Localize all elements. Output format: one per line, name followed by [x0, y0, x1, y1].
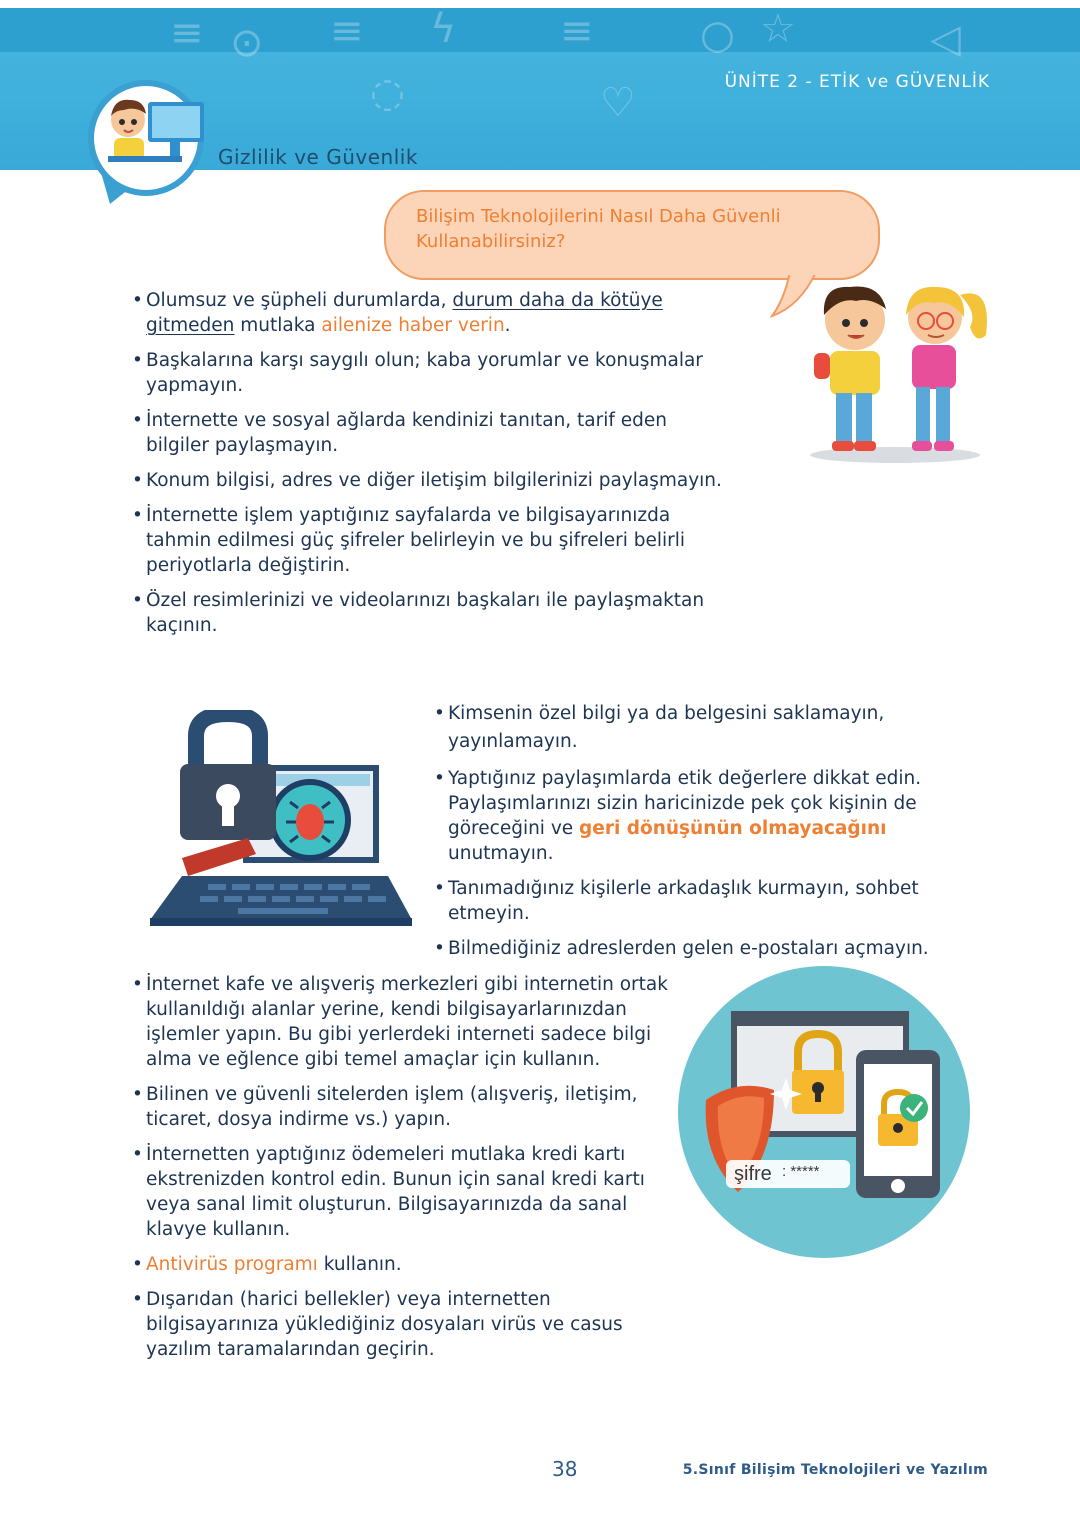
decor-heart-icon: ♡: [600, 80, 636, 126]
question-line-1: Bilişim Teknolojilerini Nasıl Daha Güvenli: [416, 206, 781, 227]
tip-text: Yaptığınız paylaşımlarda etik değerlere dikkat edin. Paylaşımlarınızı sizin haricinizde pek çok kişinin de göreceğini ve: [448, 768, 922, 839]
decor-circle-icon: ○: [700, 12, 735, 58]
page-number: 38: [552, 1457, 578, 1481]
list-item: • İnternette işlem yaptığınız sayfalarda ve bilgisayarınızda tahmin edilmesi güç şifreler belirleyin ve bu şifreleri belirli periyotlarla değiştirin.: [132, 503, 732, 578]
list-item: • Özel resimlerinizi ve videolarınızı başkaları ile paylaşmaktan kaçının.: [132, 588, 732, 638]
safety-tips-list-1: [132, 288, 732, 638]
question-text: [416, 204, 846, 254]
topic-title: Gizlilik ve Güvenlik: [218, 145, 418, 169]
tip-text: Olumsuz ve şüpheli durumlarda,: [146, 290, 453, 311]
decor-lines-icon: ≡: [170, 10, 204, 56]
list-item: • İnternetten yaptığınız ödemeleri mutlaka kredi kartı ekstrenizden kontrol edin. Bunun için sanal kredi kartı veya sanal limit oluşturun. Bilgisayarınızda da sanal klavye kullanın.: [132, 1142, 672, 1242]
list-item: • Dışarıdan (harici bellekler) veya internetten bilgisayarınıza yüklediğiniz dosyaları virüs ve casus yazılım taramalarından geçirin.: [132, 1287, 672, 1362]
question-bubble: [384, 190, 880, 280]
decor-lines-icon: ≡: [560, 8, 594, 54]
unit-title: ÜNİTE 2 - ETİK ve GÜVENLİK: [724, 72, 990, 92]
tip-highlight-text: geri dönüşünün olmayacağını: [579, 818, 887, 839]
list-item: • Bilmediğiniz adreslerden gelen e-postaları açmayın.: [434, 936, 994, 961]
question-line-2: Kullanabilirsiniz?: [416, 231, 566, 252]
tip-text: mutlaka: [234, 315, 322, 336]
decor-play-icon: ◁: [930, 16, 961, 62]
decor-star-icon: ☆: [760, 6, 796, 52]
tip-highlight-text: ailenize haber verin: [321, 315, 505, 336]
decor-location-icon: ⊙: [230, 20, 264, 66]
book-title: 5.Sınıf Bilişim Teknolojileri ve Yazılım: [682, 1462, 988, 1478]
decor-lines-icon: ≡: [330, 8, 364, 54]
tip-text: kullanın.: [317, 1254, 402, 1275]
list-item: • İnternet kafe ve alışveriş merkezleri gibi internetin ortak kullanıldığı alanlar yerine, kendi bilgisayarlarınızdan işlemler yapın. Bu gibi yerlerdeki interneti sadece bilgi alma ve eğlence gibi temel amaçlar için kullanın.: [132, 972, 672, 1072]
tip-highlight-text: Antivirüs programı: [146, 1254, 318, 1275]
list-item: • Başkalarına karşı saygılı olun; kaba yorumlar ve konuşmalar yapmayın.: [132, 348, 732, 398]
list-item: [132, 288, 732, 338]
password-value: : *****: [782, 1163, 820, 1180]
header-banner-top: [0, 8, 1080, 52]
lock-laptop-illustration: [148, 710, 418, 930]
list-item: • Konum bilgisi, adres ve diğer iletişim bilgilerinizi paylaşmayın.: [132, 468, 732, 493]
student-avatar-icon: [84, 80, 210, 206]
safety-tips-list-2: [434, 700, 994, 961]
decor-bulb-icon: ◌: [370, 70, 405, 116]
children-illustration: [800, 275, 995, 470]
password-label: şifre: [734, 1163, 772, 1185]
list-item: [132, 1252, 672, 1277]
tip-text: unutmayın.: [448, 843, 554, 864]
list-item: • Kimsenin özel bilgi ya da belgesini saklamayın, yayınlamayın.: [434, 700, 994, 756]
list-item: • İnternette ve sosyal ağlarda kendinizi tanıtan, tarif eden bilgiler paylaşmayın.: [132, 408, 732, 458]
safety-tips-list-3: [132, 972, 672, 1362]
security-devices-illustration: [678, 966, 970, 1258]
tip-text: .: [504, 315, 511, 336]
list-item: [434, 766, 994, 866]
tip-underline-text: durum daha da kötüye: [452, 290, 663, 311]
decor-bolt-icon: ϟ: [430, 6, 457, 52]
tip-underline-text: gitmeden: [146, 315, 235, 336]
list-item: • Tanımadığınız kişilerle arkadaşlık kurmayın, sohbet etmeyin.: [434, 876, 994, 926]
list-item: • Bilinen ve güvenli sitelerden işlem (alışveriş, iletişim, ticaret, dosya indirme vs.) yapın.: [132, 1082, 672, 1132]
